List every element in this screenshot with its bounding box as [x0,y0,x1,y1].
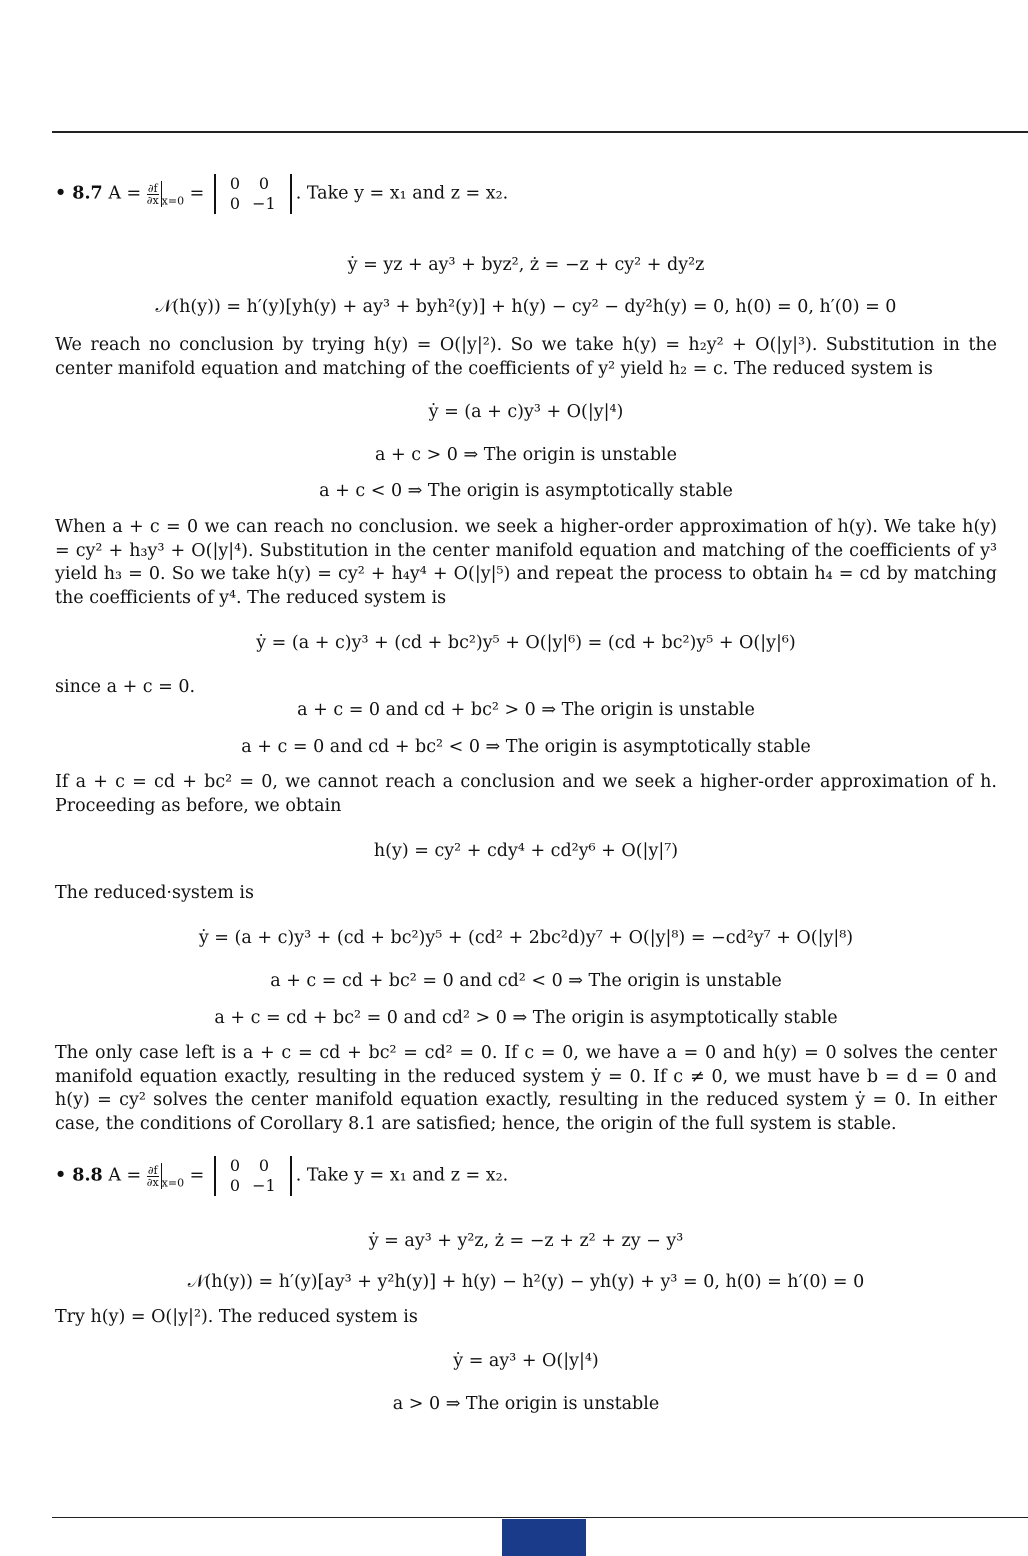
take-variables: . Take y = x₁ and z = x₂. [295,1165,509,1186]
approximation-equation: h(y) = cy² + cdy⁴ + cd²y⁶ + O(|y|⁷) [373,841,679,861]
matrix-cell: −1 [252,194,276,213]
stability-condition: a + c = 0 and cd + bc² < 0 ⇒ The origin is asymptotically stable [241,737,811,757]
matrix-cell: −1 [252,1176,276,1195]
reduced-system-equation: ẏ = (a + c)y³ + (cd + bc²)y⁵ + O(|y|⁶) = (cd + bc²)y⁵ + O(|y|⁶) [256,633,796,653]
equals-sign: = [189,1165,205,1186]
problem-8-7-header [55,174,997,214]
partial-numerator: ∂f [147,1163,158,1177]
partial-fraction [147,183,159,206]
footer-rule [52,1517,1028,1518]
equation-system: ẏ = ay³ + y²z, ż = −z + z² + zy − y³ [368,1231,684,1251]
paragraph: We reach no conclusion by trying h(y) = O(|y|²). So we take h(y) = h₂y² + O(|y|³). Substitution in the center manifold equation and matching of the coefficients of y² yield h₂ = c. The reduced system is [55,335,997,379]
matrix-cell: 0 [258,1156,269,1175]
matrix-cell: 0 [229,1176,241,1195]
take-variables: . Take y = x₁ and z = x₂. [295,183,509,204]
a-lhs: A = [108,1165,142,1186]
paragraph: The only case left is a + c = cd + bc² = cd² = 0. If c = 0, we have a = 0 and h(y) = 0 solves the center manifold equation exactly, resulting in the reduced system ẏ = 0. If c ≠ 0, we must have b = d = 0 and h(y) = cy² solves the center manifold equation exactly, resulting in the reduced system ẏ = 0. In either case, the conditions of Corollary 8.1 are satisfied; hence, the origin of the full system is stable. [55,1043,997,1134]
equals-sign: = [189,183,205,204]
evaluation-point: x=0 [161,1176,185,1190]
stability-condition: a + c = 0 and cd + bc² > 0 ⇒ The origin is unstable [297,700,755,720]
center-manifold-equation: 𝒩(h(y)) = h′(y)[yh(y) + ay³ + byh²(y)] + h(y) − cy² − dy²h(y) = 0, h(0) = 0, h′(0) = 0 [155,297,897,317]
jacobian-matrix [214,174,292,214]
reduced-system-equation: ẏ = (a + c)y³ + (cd + bc²)y⁵ + (cd² + 2bc²d)y⁷ + O(|y|⁸) = −cd²y⁷ + O(|y|⁸) [198,928,854,948]
center-manifold-equation: 𝒩(h(y)) = h′(y)[ay³ + y²h(y)] + h(y) − h²(y) − yh(y) + y³ = 0, h(0) = h′(0) = 0 [187,1272,865,1292]
partial-numerator: ∂f [147,181,158,195]
jacobian-matrix [214,1156,292,1196]
paragraph: The reduced·system is [55,883,254,903]
evaluation-point: x=0 [161,194,185,208]
page-number-box [502,1519,586,1556]
stability-condition: a + c = cd + bc² = 0 and cd² < 0 ⇒ The origin is unstable [270,971,782,991]
matrix-cell: 0 [229,174,241,193]
problem-number: • 8.8 [55,1165,103,1186]
problem-number: • 8.7 [55,183,103,204]
paragraph: Try h(y) = O(|y|²). The reduced system is [55,1307,418,1327]
reduced-system-equation: ẏ = ay³ + O(|y|⁴) [453,1351,599,1371]
paragraph: When a + c = 0 we can reach no conclusion. we seek a higher-order approximation of h(y). We take h(y) = cy² + h₃y³ + O(|y|⁴). Substitution in the center manifold equation and matching of the coefficients of y³ yield h₃ = 0. So we take h(y) = cy² + h₄y⁴ + O(|y|⁵) and repeat the process to obtain h₄ = cd by matching the coefficients of y⁴. The reduced system is [55,517,997,608]
partial-denominator: ∂x [146,193,159,207]
stability-condition: a + c < 0 ⇒ The origin is asymptotically stable [319,481,733,501]
partial-fraction [147,1165,159,1188]
stability-condition: a + c > 0 ⇒ The origin is unstable [374,445,677,465]
paragraph: If a + c = cd + bc² = 0, we cannot reach a conclusion and we seek a higher-order approximation of h. Proceeding as before, we obtain [55,772,997,816]
equation-system: ẏ = yz + ay³ + byz², ż = −z + cy² + dy²z [347,255,705,275]
paragraph: since a + c = 0. [55,677,196,697]
a-lhs: A = [108,183,142,204]
reduced-system-equation: ẏ = (a + c)y³ + O(|y|⁴) [428,402,624,422]
matrix-cell: 0 [229,194,241,213]
matrix-cell: 0 [258,174,269,193]
matrix-cell: 0 [229,1156,241,1175]
stability-condition: a > 0 ⇒ The origin is unstable [392,1394,660,1414]
problem-8-8-header [55,1156,997,1196]
partial-denominator: ∂x [146,1175,159,1189]
header-rule [52,131,1028,133]
stability-condition: a + c = cd + bc² = 0 and cd² > 0 ⇒ The origin is asymptotically stable [214,1008,838,1028]
